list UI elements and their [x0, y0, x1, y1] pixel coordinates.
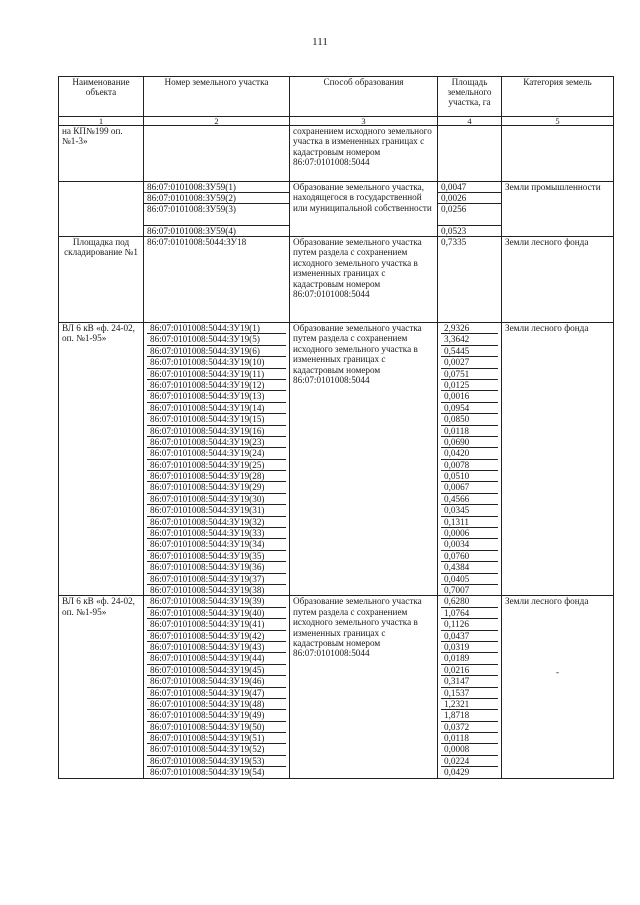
cadastral-number: 86:07:0101008:5044:ЗУ19(12)	[147, 380, 286, 391]
cadastral-number: 86:07:0101008:5044:ЗУ19(28)	[147, 471, 286, 482]
formation-method: Образование земельного участка путем раздела с сохранением исходного земельного участка в измененных границах с кадастровым номером 86:07:0101008:5044	[290, 323, 438, 596]
cadastral-number: 86:07:0101008:5044:ЗУ19(38)	[150, 584, 265, 595]
cadastral-number: 86:07:0101008:5044:ЗУ19(1)	[147, 323, 286, 334]
table-row	[59, 323, 614, 596]
area-value: 0,1126	[441, 619, 498, 630]
cadastral-number: 86:07:0101008:5044:ЗУ19(33)	[147, 528, 286, 539]
cadastral-number: 86:07:0101008:5044:ЗУ19(29)	[147, 482, 286, 493]
area-value: 0,7335	[438, 237, 502, 323]
area-value: 0,4566	[441, 494, 498, 505]
area-value: 1,2321	[441, 699, 498, 710]
cadastral-number	[144, 126, 290, 182]
area-value: 0,0256	[438, 204, 502, 226]
area-value: 0,0437	[441, 631, 498, 642]
area-value: 0,0510	[441, 471, 498, 482]
area-value: 0,0078	[441, 460, 498, 471]
cadastral-number: 86:07:0101008:5044:ЗУ19(49)	[147, 710, 286, 721]
header-land-category: Категория земель	[502, 77, 614, 117]
cadastral-number-list	[144, 323, 290, 596]
formation-method: Образование земельного участка путем раздела с сохранением исходного земельного участка в измененных границах с кадастровым номером 86:07:0101008:5044	[290, 596, 438, 778]
cadastral-number: 86:07:0101008:5044:ЗУ19(51)	[147, 733, 286, 744]
cadastral-number: 86:07:0101008:5044:ЗУ18	[144, 237, 290, 323]
cadastral-number: 86:07:0101008:5044:ЗУ19(50)	[147, 722, 286, 733]
cadastral-number: 86:07:0101008:5044:ЗУ19(11)	[147, 369, 286, 380]
area-value: 0,0008	[441, 744, 498, 755]
land-category: Земли промышленности	[502, 182, 614, 237]
area-value: 0,0125	[441, 380, 498, 391]
cadastral-number: 86:07:0101008:5044:ЗУ19(35)	[147, 551, 286, 562]
column-number: 5	[502, 117, 614, 126]
area-value: 0,1537	[441, 688, 498, 699]
area-value: 0,1311	[441, 517, 498, 528]
area-value: 0,4384	[441, 562, 498, 573]
area-value: 0,0345	[441, 505, 498, 516]
area-value: 0,3147	[441, 676, 498, 687]
area-value: 0,0690	[441, 437, 498, 448]
cadastral-number: 86:07:0101008:5044:ЗУ19(31)	[147, 505, 286, 516]
area-value: 0,0016	[441, 391, 498, 402]
cadastral-number: 86:07:0101008:5044:ЗУ19(53)	[147, 756, 286, 767]
cadastral-number: 86:07:0101008:5044:ЗУ19(54)	[150, 767, 265, 778]
land-category	[502, 126, 614, 182]
land-category	[502, 596, 614, 778]
table-row	[59, 237, 614, 323]
cadastral-number: 86:07:0101008:ЗУ59(4)	[144, 226, 290, 237]
area-value: 0,0047	[438, 182, 502, 193]
cadastral-number: 86:07:0101008:5044:ЗУ19(40)	[147, 608, 286, 619]
object-name: Площадка под складирование №1	[59, 237, 144, 323]
area-value-list	[438, 596, 502, 778]
table-row	[59, 182, 614, 193]
area-value: 0,0067	[441, 482, 498, 493]
area-value: 0,0405	[441, 574, 498, 585]
area-value	[438, 126, 502, 182]
formation-method: Образование земельного участка, находящегося в государственной или муниципальной собственности	[290, 182, 438, 237]
formation-method: Образование земельного участка путем раздела с сохранением исходного земельного участка в измененных границах с кадастровым номером 86:07:0101008:5044	[290, 237, 438, 323]
cadastral-number: 86:07:0101008:5044:ЗУ19(45)	[147, 665, 286, 676]
object-name	[59, 182, 144, 237]
area-value: 2,9326	[441, 323, 498, 334]
cadastral-number: 86:07:0101008:5044:ЗУ19(24)	[147, 448, 286, 459]
cadastral-number: 86:07:0101008:5044:ЗУ19(46)	[147, 676, 286, 687]
area-value-list	[438, 323, 502, 596]
area-value: 0,0026	[438, 193, 502, 204]
cadastral-number: 86:07:0101008:5044:ЗУ19(34)	[147, 539, 286, 550]
area-value: 0,0420	[441, 448, 498, 459]
header-formation-method: Способ образования	[290, 77, 438, 117]
cadastral-number: 86:07:0101008:5044:ЗУ19(14)	[147, 403, 286, 414]
cadastral-number: 86:07:0101008:5044:ЗУ19(43)	[147, 642, 286, 653]
table-row	[59, 596, 614, 778]
cadastral-number: 86:07:0101008:5044:ЗУ19(6)	[147, 346, 286, 357]
area-value: 0,0027	[441, 357, 498, 368]
cadastral-number: 86:07:0101008:5044:ЗУ19(10)	[147, 357, 286, 368]
land-plots-table	[58, 76, 614, 779]
cadastral-number: 86:07:0101008:ЗУ59(2)	[144, 193, 290, 204]
cadastral-number-list	[144, 596, 290, 778]
cadastral-number: 86:07:0101008:5044:ЗУ19(42)	[147, 631, 286, 642]
object-name: ВЛ 6 кВ «ф. 24-02, оп. №1-95»	[59, 323, 144, 596]
cadastral-number: 86:07:0101008:ЗУ59(3)	[144, 204, 290, 226]
land-category-text: Земли лесного фонда	[505, 596, 589, 607]
area-value: 0,0760	[441, 551, 498, 562]
area-value: 0,0751	[441, 369, 498, 380]
area-value: 1,8718	[441, 710, 498, 721]
table-row	[59, 126, 614, 182]
area-value: 0,0189	[441, 653, 498, 664]
cadastral-number: 86:07:0101008:5044:ЗУ19(13)	[147, 391, 286, 402]
cadastral-number: 86:07:0101008:5044:ЗУ19(47)	[147, 688, 286, 699]
area-value: 0,0118	[441, 733, 498, 744]
cadastral-number: 86:07:0101008:5044:ЗУ19(41)	[147, 619, 286, 630]
column-number: 1	[59, 117, 144, 126]
area-value: 0,0850	[441, 414, 498, 425]
area-value: 0,7007	[444, 584, 470, 595]
header-object-name: Наименование объекта	[59, 77, 144, 117]
header-area: Площадь земельного участка, га	[438, 77, 502, 117]
area-value: 3,3642	[441, 334, 498, 345]
cadastral-number: 86:07:0101008:ЗУ59(1)	[144, 182, 290, 193]
area-value: 0,6280	[441, 596, 498, 607]
area-value: 0,0319	[441, 642, 498, 653]
area-value: 0,0372	[441, 722, 498, 733]
area-value: 0,0954	[441, 403, 498, 414]
cadastral-number: 86:07:0101008:5044:ЗУ19(23)	[147, 437, 286, 448]
header-cadastral-number: Номер земельного участка	[144, 77, 290, 117]
area-value: 0,0034	[441, 539, 498, 550]
cadastral-number: 86:07:0101008:5044:ЗУ19(16)	[147, 426, 286, 437]
object-name: на КП№199 оп. №1-3»	[59, 126, 144, 182]
column-number: 3	[290, 117, 438, 126]
area-value: 0,0224	[441, 756, 498, 767]
area-value: 1,0764	[441, 608, 498, 619]
cadastral-number: 86:07:0101008:5044:ЗУ19(44)	[147, 653, 286, 664]
page-number: 111	[312, 36, 328, 48]
area-value: 0,0523	[438, 226, 502, 237]
cadastral-number: 86:07:0101008:5044:ЗУ19(37)	[147, 574, 286, 585]
area-value: 0,0118	[441, 426, 498, 437]
area-value: 0,0006	[441, 528, 498, 539]
column-number: 2	[144, 117, 290, 126]
column-number: 4	[438, 117, 502, 126]
cadastral-number: 86:07:0101008:5044:ЗУ19(25)	[147, 460, 286, 471]
dash-mark: -	[555, 666, 560, 677]
land-category: Земли лесного фонда	[502, 323, 614, 596]
object-name: ВЛ 6 кВ «ф. 24-02, оп. №1-95»	[59, 596, 144, 778]
area-value: 0,0429	[444, 767, 470, 778]
cadastral-number: 86:07:0101008:5044:ЗУ19(5)	[147, 334, 286, 345]
cadastral-number: 86:07:0101008:5044:ЗУ19(52)	[147, 744, 286, 755]
cadastral-number: 86:07:0101008:5044:ЗУ19(36)	[147, 562, 286, 573]
cadastral-number: 86:07:0101008:5044:ЗУ19(30)	[147, 494, 286, 505]
area-value: 0,0216	[441, 665, 498, 676]
cadastral-number: 86:07:0101008:5044:ЗУ19(32)	[147, 517, 286, 528]
area-value: 0,5445	[441, 346, 498, 357]
formation-method: сохранением исходного земельного участка в измененных границах с кадастровым номером 86:07:0101008:5044	[290, 126, 438, 182]
cadastral-number: 86:07:0101008:5044:ЗУ19(48)	[147, 699, 286, 710]
cadastral-number: 86:07:0101008:5044:ЗУ19(15)	[147, 414, 286, 425]
land-category: Земли лесного фонда	[502, 237, 614, 323]
cadastral-number: 86:07:0101008:5044:ЗУ19(39)	[147, 596, 286, 607]
